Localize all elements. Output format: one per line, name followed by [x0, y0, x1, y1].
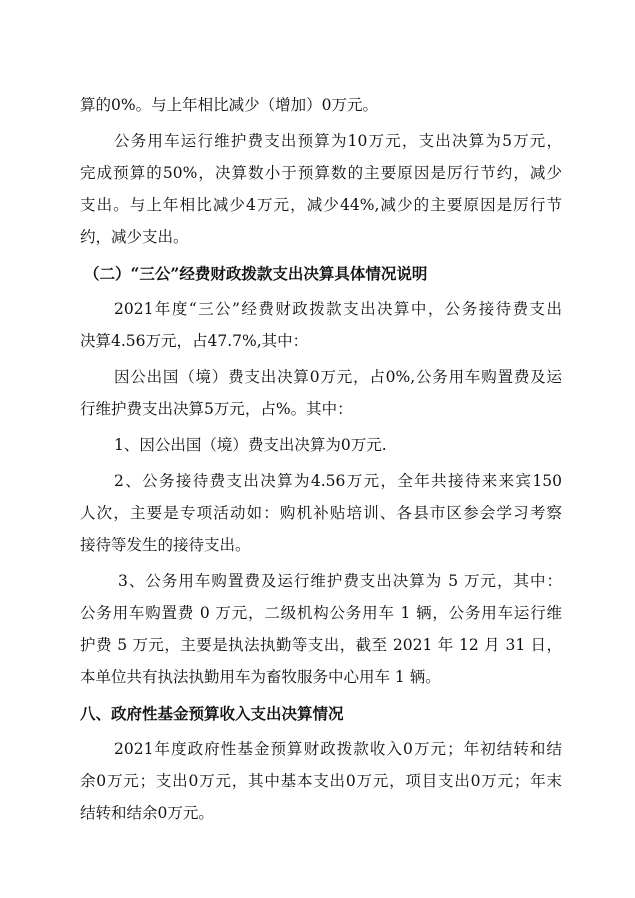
paragraph-line: 行维护费支出决算5万元，占%。其中：	[80, 400, 353, 418]
paragraph-line: 接待等发生的接待支出。	[80, 536, 251, 554]
paragraph-line: 2021年度“三公”经费财政拨款支出决算中，公务接待费支出	[114, 300, 562, 318]
paragraph-line: 本单位共有执法执勤用车为畜牧服务中心用车 1 辆。	[80, 668, 441, 686]
paragraph-line: 支出。与上年相比减少4万元，减少44%,减少的主要原因是厉行节	[80, 196, 562, 214]
paragraph-line: 3、公务用车购置费及运行维护费支出决算为 5 万元，其中：	[118, 572, 562, 590]
paragraph-line: 因公出国（境）费支出决算0万元，占0%,公务用车购置费及运	[114, 368, 562, 386]
paragraph-line: 公务用车运行维护费支出预算为10万元，支出决算为5万元，	[114, 132, 562, 150]
paragraph-line: 人次，主要是专项活动如：购机补贴培训、各县市区参会学习考察	[80, 504, 562, 522]
paragraph-line: 完成预算的50%，决算数小于预算数的主要原因是厉行节约，减少	[80, 164, 562, 182]
paragraph-line: 1、因公出国（境）费支出决算为0万元.	[114, 436, 387, 454]
paragraph-line: 2021年度政府性基金预算财政拨款收入0万元；年初结转和结	[114, 740, 562, 758]
paragraph-line: 决算4.56万元，占47.7%,其中：	[80, 332, 309, 350]
section-heading: （二）“三公”经费财政拨款支出决算具体情况说明	[84, 264, 428, 283]
paragraph-line: 余0万元；支出0万元，其中基本支出0万元，项目支出0万元；年末	[80, 772, 562, 790]
paragraph-line: 算的0%。与上年相比减少（增加）0万元。	[80, 96, 378, 114]
paragraph-line: 约，减少支出。	[80, 228, 189, 246]
paragraph-line: 2、公务接待费支出决算为4.56万元，全年共接待来来宾150	[114, 472, 562, 490]
paragraph-line: 公务用车购置费 0 万元，二级机构公务用车 1 辆，公务用车运行维	[80, 604, 562, 622]
section-heading: 八、政府性基金预算收入支出决算情况	[80, 704, 344, 723]
paragraph-line: 结转和结余0万元。	[80, 804, 214, 822]
paragraph-line: 护费 5 万元，主要是执法执勤等支出，截至 2021 年 12 月 31 日，	[80, 636, 562, 654]
